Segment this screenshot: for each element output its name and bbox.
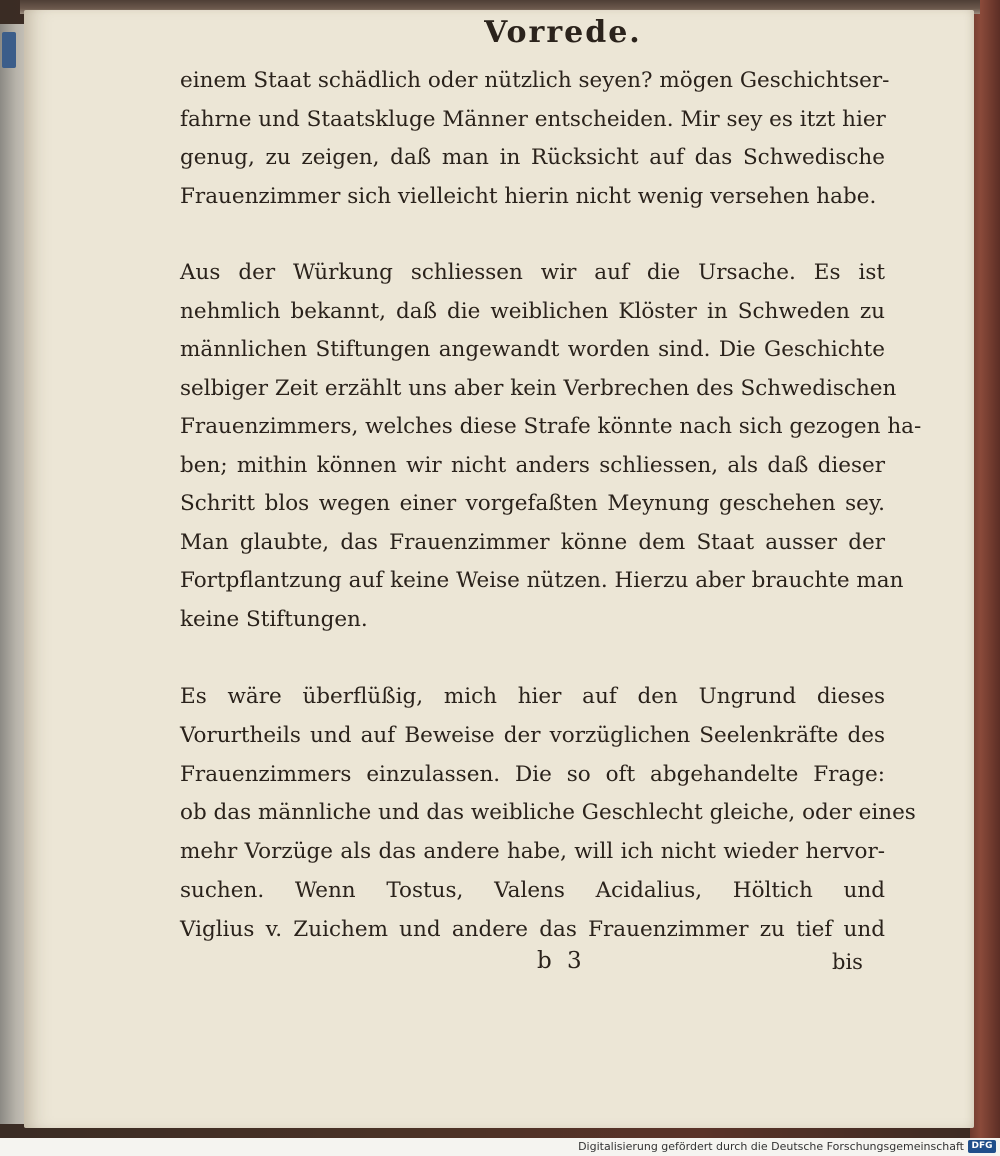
text-line: männlichen Stiftungen angewandt worden sind. Die Geschichte <box>180 337 885 362</box>
text-line: fahrne und Staatskluge Männer entscheiden. Mir sey es itzt hier <box>180 106 886 132</box>
text-line: Frauenzimmers, welches diese Strafe könnte nach sich gezogen ha- <box>180 414 922 439</box>
blue-bookmark-tab <box>2 32 16 68</box>
text-line: keine Stiftungen. <box>180 606 368 632</box>
signature-mark: b 3 <box>537 948 586 974</box>
dfg-logo-text: DFG <box>971 1141 993 1151</box>
text-line: Es wäre überflüßig, mich hier auf den Ungrund dieses <box>180 684 885 709</box>
text-line: Viglius v. Zuichem und andere das Frauenzimmer zu tief und <box>180 916 885 942</box>
text-line: nehmlich bekannt, daß die weiblichen Klöster in Schweden zu <box>180 298 885 324</box>
text-line: mehr Vorzüge als das andere habe, will ich nicht wieder hervor- <box>180 839 885 865</box>
text-line: Fortpflantzung auf keine Weise nützen. Hierzu aber brauchte man <box>180 568 904 593</box>
text-line: Schritt blos wegen einer vorgefaßten Meynung geschehen sey. <box>180 491 885 516</box>
text-line: Frauenzimmer sich vielleicht hierin nicht wenig versehen habe. <box>180 183 877 209</box>
paragraph-2 <box>180 254 922 639</box>
catchword: bis <box>832 950 863 974</box>
dfg-logo-icon <box>968 1140 996 1153</box>
text-line: Aus der Würkung schliessen wir auf die Ursache. Es ist <box>180 260 885 285</box>
text-line: genug, zu zeigen, daß man in Rücksicht auf das Schwedische <box>180 145 885 170</box>
paragraph-3 <box>180 678 916 950</box>
text-line: ob das männliche und das weibliche Geschlecht gleiche, oder eines <box>180 800 916 826</box>
text-line: ben; mithin können wir nicht anders schliessen, als daß dieser <box>180 452 885 478</box>
cover-board-edge <box>970 0 1000 1138</box>
text-line: suchen. Wenn Tostus, Valens Acidalius, Höltich und <box>180 877 885 903</box>
funding-credit: Digitalisierung gefördert durch die Deutsche Forschungsgemeinschaft <box>578 1140 964 1153</box>
text-line: Man glaubte, das Frauenzimmer könne dem Staat ausser der <box>180 529 885 555</box>
text-line: Vorurtheils und auf Beweise der vorzüglichen Seelenkräfte des <box>180 722 885 748</box>
paragraph-1 <box>180 62 890 216</box>
text-line: einem Staat schädlich oder nützlich seyen? mögen Geschichtser- <box>180 68 890 93</box>
text-line: selbiger Zeit erzählt uns aber kein Verbrechen des Schwedischen <box>180 375 897 401</box>
text-line: Frauenzimmers einzulassen. Die so oft abgehandelte Frage: <box>180 761 885 787</box>
running-header: Vorrede. <box>484 18 642 48</box>
